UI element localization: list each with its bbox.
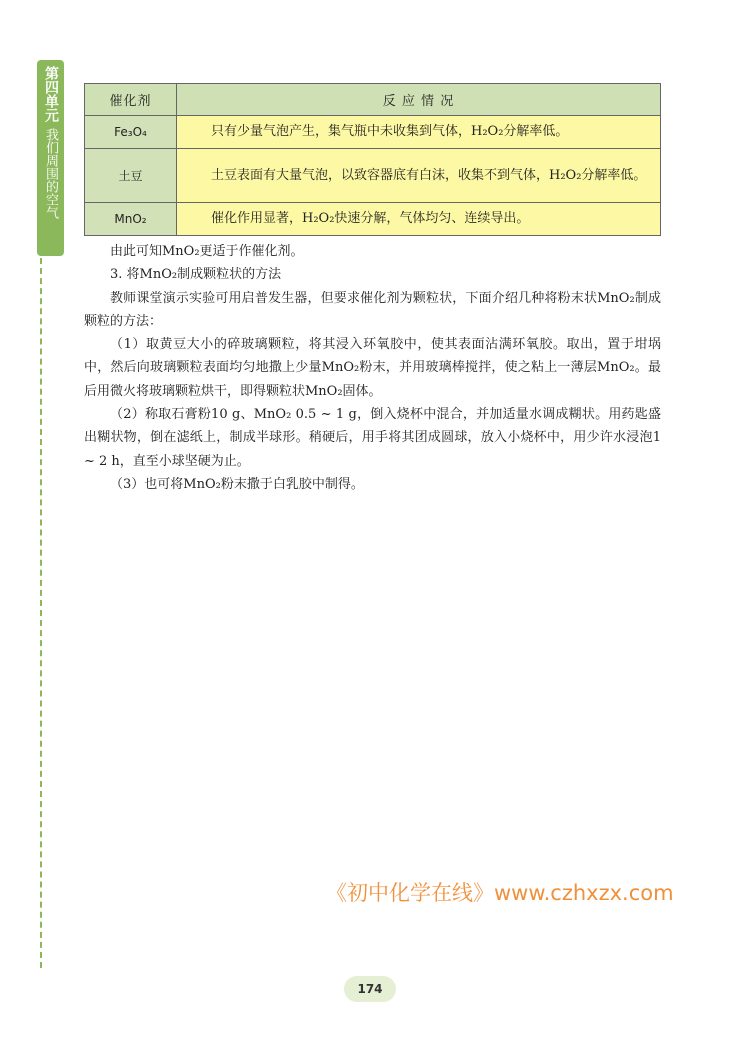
catalyst-cell: 土豆 — [85, 149, 177, 203]
unit-label: 第四单元 — [43, 66, 59, 122]
table-header-row — [85, 84, 661, 116]
table-row — [85, 203, 661, 236]
paragraph-conclusion: 由此可知MnO₂更适于作催化剂。 — [110, 244, 304, 259]
result-text: 催化作用显著，H₂O₂快速分解，气体均匀、连续导出。 — [211, 211, 530, 226]
watermark: 《初中化学在线》www.czhxzx.com — [326, 881, 674, 905]
page-number: 174 — [344, 976, 396, 1002]
header-reaction: 反 应 情 况 — [177, 84, 661, 116]
table-row — [85, 149, 661, 203]
catalyst-cell: MnO₂ — [85, 203, 177, 236]
body-text — [84, 240, 661, 496]
unit-tab — [37, 60, 64, 256]
paragraph-intro: 教师课堂演示实验可用启普发生器，但要求催化剂为颗粒状，下面介绍几种将粉末状MnO₂制成颗粒的方法： — [84, 290, 661, 329]
unit-topic: 我们周围的空气 — [43, 128, 58, 219]
result-text: 土豆表面有大量气泡，以致容器底有白沫，收集不到气体，H₂O₂分解率低。 — [211, 167, 647, 183]
result-cell — [177, 149, 661, 203]
reaction-table — [84, 83, 661, 236]
table-row — [85, 116, 661, 149]
result-cell — [177, 203, 661, 236]
catalyst-cell: Fe₃O₄ — [85, 116, 177, 149]
header-catalyst: 催化剂 — [85, 84, 177, 116]
result-text: 只有少量气泡产生，集气瓶中未收集到气体，H₂O₂分解率低。 — [211, 124, 569, 139]
side-dashed-line — [40, 258, 42, 968]
paragraph-method-1: （1）取黄豆大小的碎玻璃颗粒，将其浸入环氧胶中，使其表面沾满环氧胶。取出，置于坩埚中，然后向玻璃颗粒表面均匀地撒上少量MnO₂粉末，并用玻璃棒搅拌，使之粘上一薄层MnO₂。最后用微火将玻璃颗粒烘干，即得颗粒状MnO₂固体。 — [84, 337, 661, 399]
result-cell — [177, 116, 661, 149]
paragraph-method-2: （2）称取石膏粉10 g、MnO₂ 0.5 ~ 1 g，倒入烧杯中混合，并加适量水调成糊状。用药匙盛出糊状物，倒在滤纸上，制成半球形。稍硬后，用手将其团成圆球，放入小烧杯中，用少许水浸泡1 ~ 2 h，直至小球坚硬为止。 — [84, 407, 661, 469]
paragraph-method-3: （3）也可将MnO₂粉末撒于白乳胶中制得。 — [110, 476, 364, 492]
section-heading: 3. 将MnO₂制成颗粒状的方法 — [110, 267, 282, 283]
